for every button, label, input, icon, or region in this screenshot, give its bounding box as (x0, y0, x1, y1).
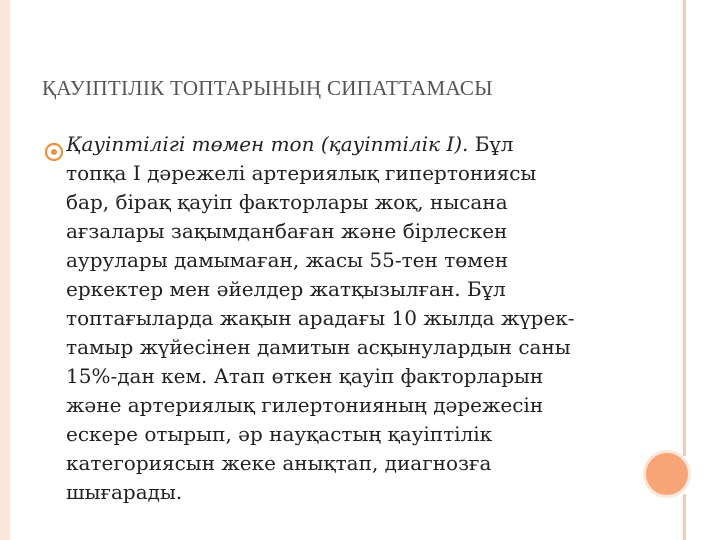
bullet-line-text: бар, бірақ қауіп факторлары жоқ, нысана (66, 190, 508, 214)
bullet-line-text: топтағыларда жақын арадағы 10 жылда жүрек- (66, 306, 575, 330)
bullet-line-text: тамыр жүйесінен дамитын асқынулардын саны (66, 335, 571, 359)
slide-right-border-line-lower (683, 494, 686, 540)
bullet-line-text: категориясын жеке анықтап, диагнозға (66, 451, 492, 475)
bullet-line-text: аурулары дамымаған, жасы 55-тен төмен (66, 248, 509, 272)
bullet-line-text: топқа І дәрежелі артериялық гипертониясы (66, 161, 537, 185)
slide-left-border (0, 0, 10, 540)
bullet-line-text: 15%-дан кем. Атап өткен қауіп факторларын (66, 364, 544, 388)
bullet-line-text: еркектер мен әйелдер жатқызылған. Бұл (66, 277, 506, 301)
bullet-line-1 (66, 130, 646, 159)
bullet-line-text: және артериялық гилертонияның дәрежесін (66, 393, 544, 417)
bullet-line-text: Бұл (468, 132, 514, 156)
bullet-line-text: шығарады. (66, 480, 183, 504)
bullet-paragraph (66, 130, 646, 507)
slide-right-border-line (683, 0, 686, 456)
bullet-marker-icon (44, 142, 64, 162)
bullet-term: Қауіптілігі төмен топ (қауіптілік І). (66, 132, 469, 156)
slide-title: ҚАУІПТІЛІК ТОПТАРЫНЫҢ СИПАТТАМАСЫ (42, 76, 493, 100)
decorative-circle (643, 450, 691, 498)
bullet-line-text: ағзалары зақымданбаған және бірлескен (66, 219, 508, 243)
bullet-line-text: ескере отырып, әр науқастың қауіптілік (66, 422, 493, 446)
